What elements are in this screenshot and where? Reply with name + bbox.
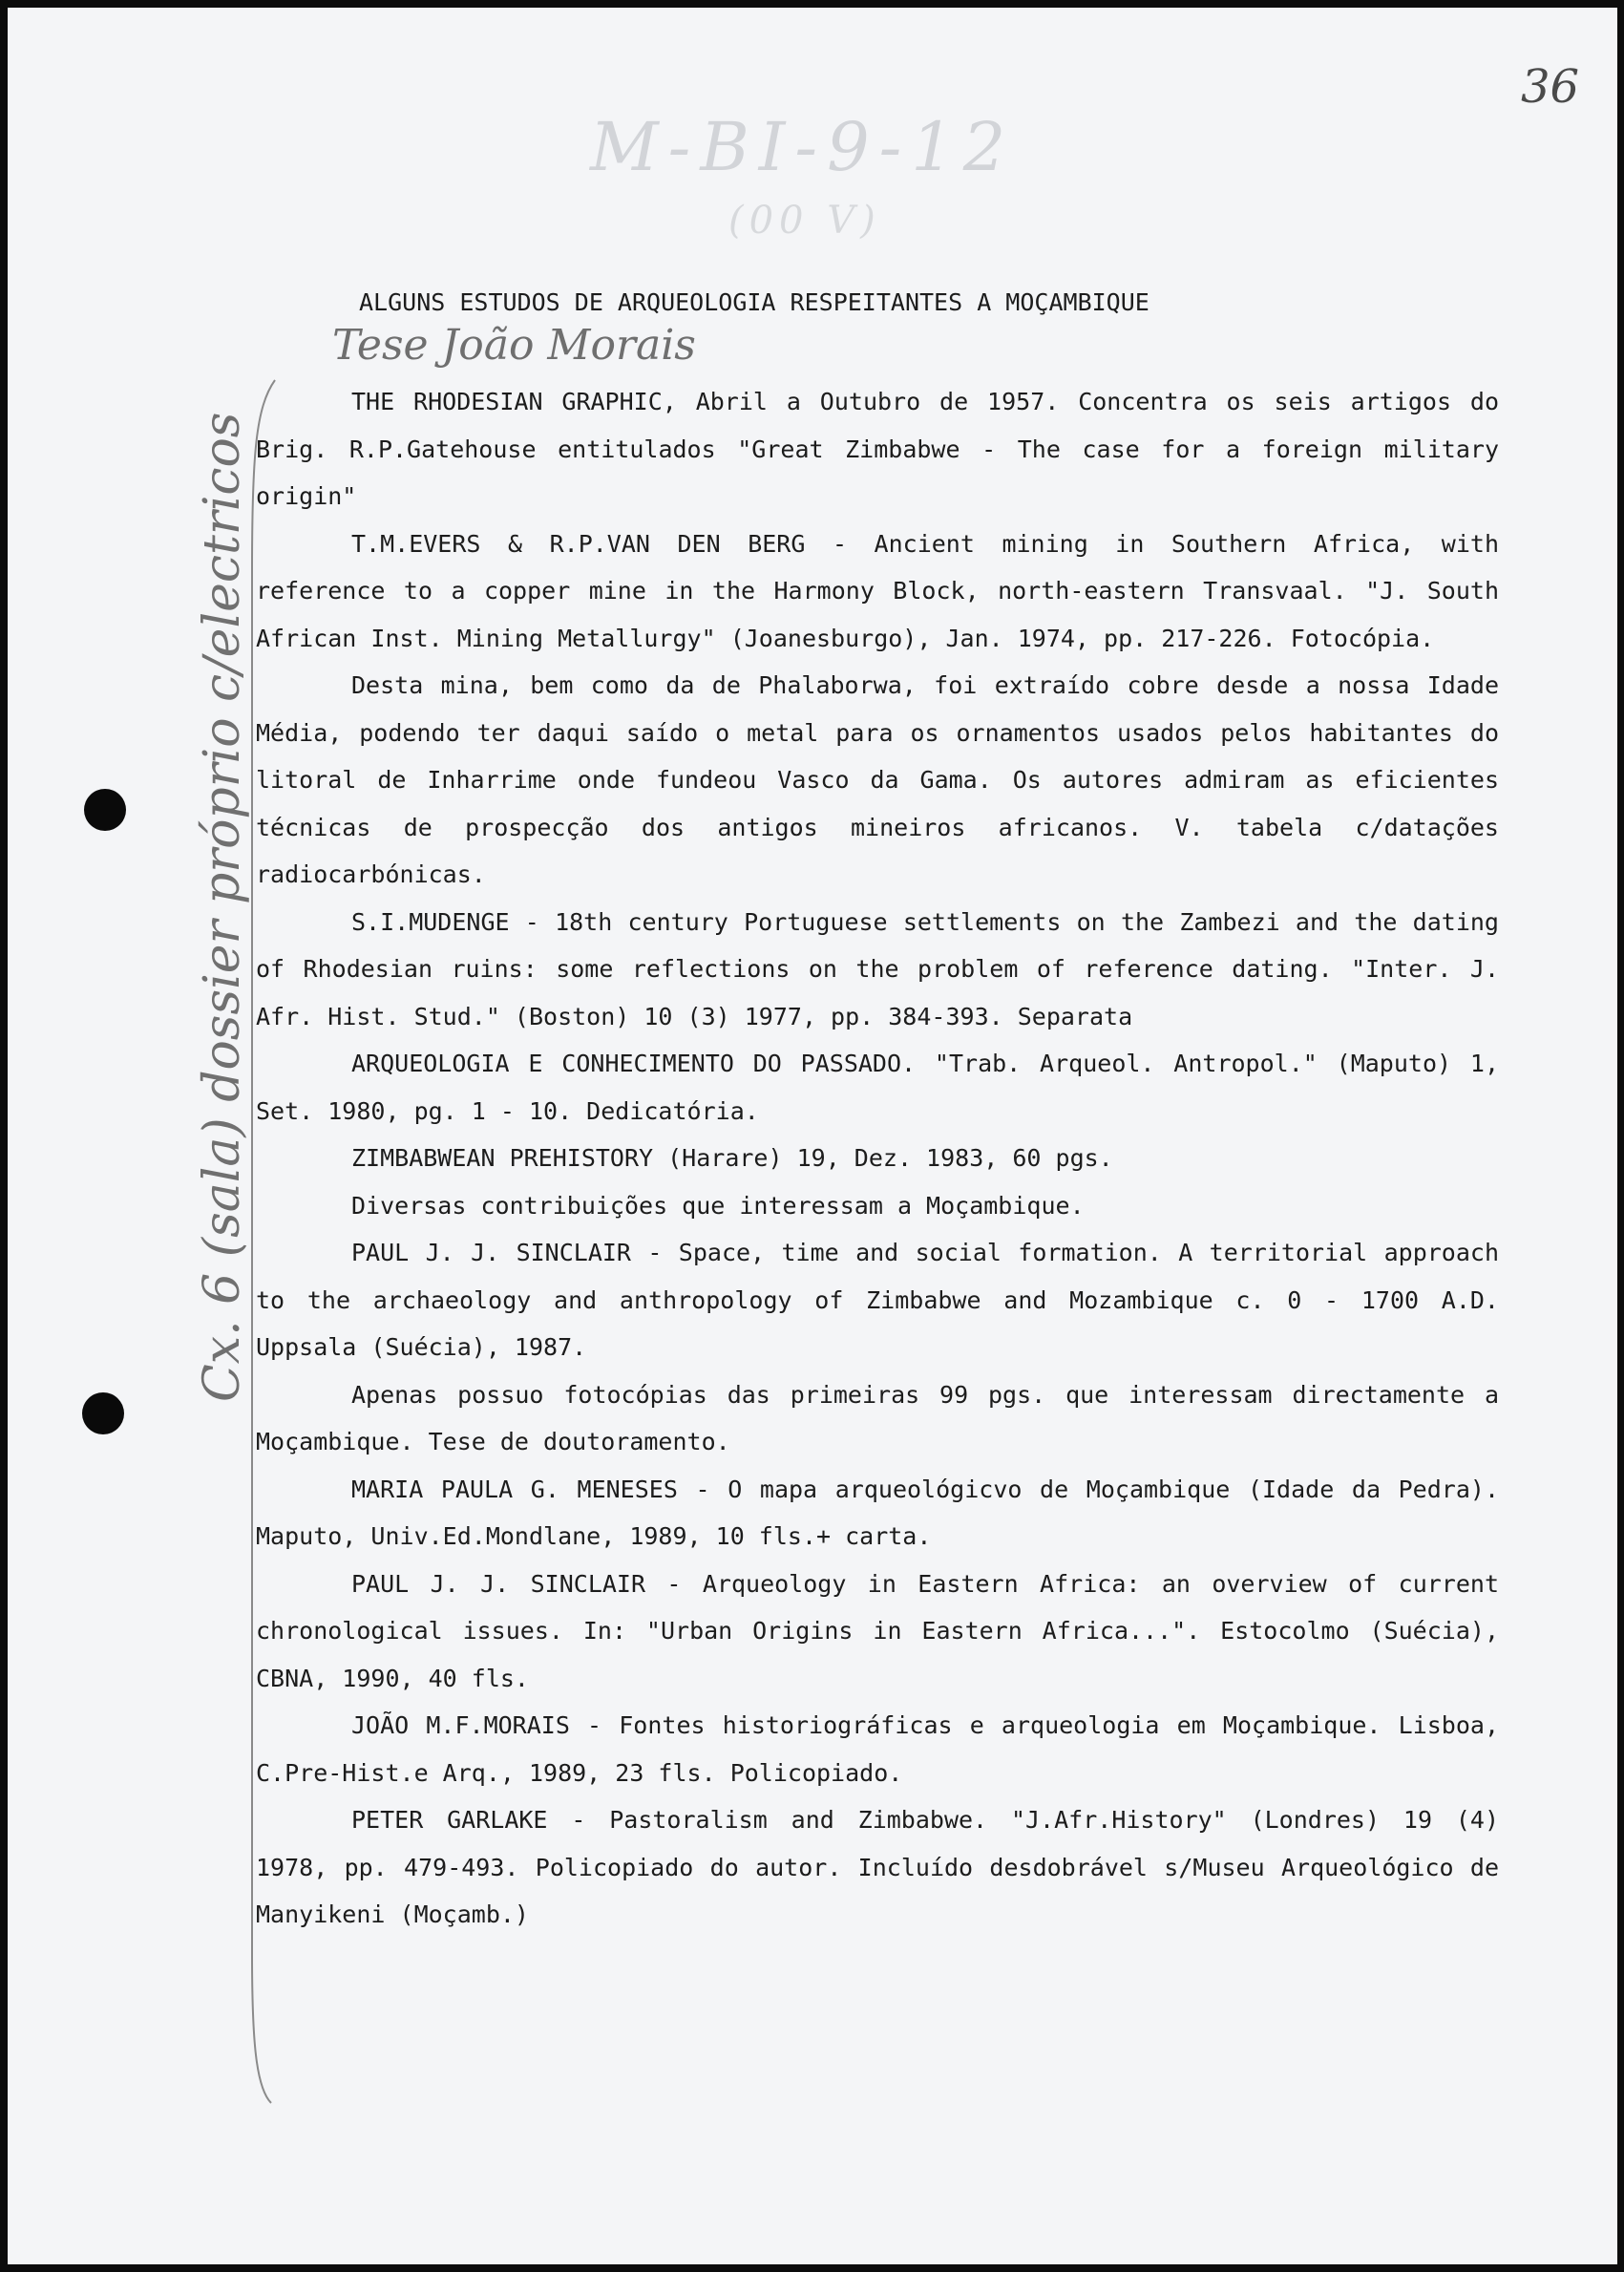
handwritten-author-note: Tese João Morais (332, 321, 696, 370)
bibliography-entry: Diversas contribuições que interessam a Moçambique. (351, 1191, 1085, 1220)
bibliography-list (256, 378, 1499, 1939)
bibliography-entry: MARIA PAULA G. MENESES - O mapa arqueológicvo de Moçambique (Idade da Pedra). Maputo, Univ.Ed.Mondlane, 1989, 10 fls.+ carta. (256, 1475, 1499, 1550)
handwritten-margin-note: Cx. 6 (sala) dossier próprio c/electricos (194, 412, 251, 1402)
bibliography-entry: THE RHODESIAN GRAPHIC, Abril a Outubro de 1957. Concentra os seis artigos do Brig. R.P.Gatehouse entitulados "Great Zimbabwe - The case for a foreign military origin" (256, 388, 1499, 510)
bibliography-entry: PAUL J. J. SINCLAIR - Arqueology in Eastern Africa: an overview of current chronological issues. In: "Urban Origins in Eastern Africa...". Estocolmo (Suécia), CBNA, 1990, 40 fls. (256, 1569, 1499, 1692)
bibliography-entry: PAUL J. J. SINCLAIR - Space, time and social formation. A territorial approach to the archaeology and anthropology of Zimbabwe and Mozambique c. 0 - 1700 A.D. Uppsala (Suécia), 1987. (256, 1239, 1499, 1361)
bibliography-entry: PETER GARLAKE - Pastoralism and Zimbabwe. "J.Afr.History" (Londres) 19 (4) 1978, pp. 479-493. Policopiado do autor. Incluído desdobrável s/Museu Arqueológico de Manyikeni (Moçamb.) (256, 1806, 1499, 1928)
punch-hole-top (84, 789, 126, 831)
bibliography-entry: T.M.EVERS & R.P.VAN DEN BERG - Ancient mining in Southern Africa, with reference to a copper mine in the Harmony Block, north-eastern Transvaal. "J. South African Inst. Mining Metallurgy" (Joanesburgo), Jan. 1974, pp. 217-226. Fotocópia. (256, 529, 1499, 652)
bibliography-entry: Desta mina, bem como da de Phalaborwa, foi extraído cobre desde a nossa Idade Média, podendo ter daqui saído o metal para os ornamentos usados pelos habitantes do litoral de Inharrime onde fundeou Vasco da Gama. Os autores admiram as eficientes técnicas de prospecção dos antigos mineiros africanos. V. tabela c/datações radiocarbónicas. (256, 671, 1499, 888)
bibliography-entry: S.I.MUDENGE - 18th century Portuguese settlements on the Zambezi and the dating of Rhodesian ruins: some reflections on the problem of reference dating. "Inter. J. Afr. Hist. Stud." (Boston) 10 (3) 1977, pp. 384-393. Separata (256, 907, 1499, 1030)
faint-archive-mark: M-BI-9-12 (590, 108, 1016, 186)
document-page (8, 8, 1617, 2264)
faint-archive-mark-secondary: (00 V) (728, 199, 881, 243)
bibliography-entry: ZIMBABWEAN PREHISTORY (Harare) 19, Dez. 1983, 60 pgs. (351, 1144, 1113, 1172)
bibliography-entry: ARQUEOLOGIA E CONHECIMENTO DO PASSADO. "Trab. Arqueol. Antropol." (Maputo) 1, Set. 1980, pg. 1 - 10. Dedicatória. (256, 1050, 1499, 1125)
document-title: ALGUNS ESTUDOS DE ARQUEOLOGIA RESPEITANTES A MOÇAMBIQUE (359, 288, 1149, 316)
bibliography-entry: Apenas possuo fotocópias das primeiras 99 pgs. que interessam directamente a Moçambique. Tese de doutoramento. (256, 1380, 1499, 1455)
punch-hole-bottom (82, 1392, 124, 1434)
bibliography-entry: JOÃO M.F.MORAIS - Fontes historiográficas e arqueologia em Moçambique. Lisboa, C.Pre-Hist.e Arq., 1989, 23 fls. Policopiado. (256, 1711, 1499, 1787)
page-number: 36 (1521, 60, 1580, 114)
